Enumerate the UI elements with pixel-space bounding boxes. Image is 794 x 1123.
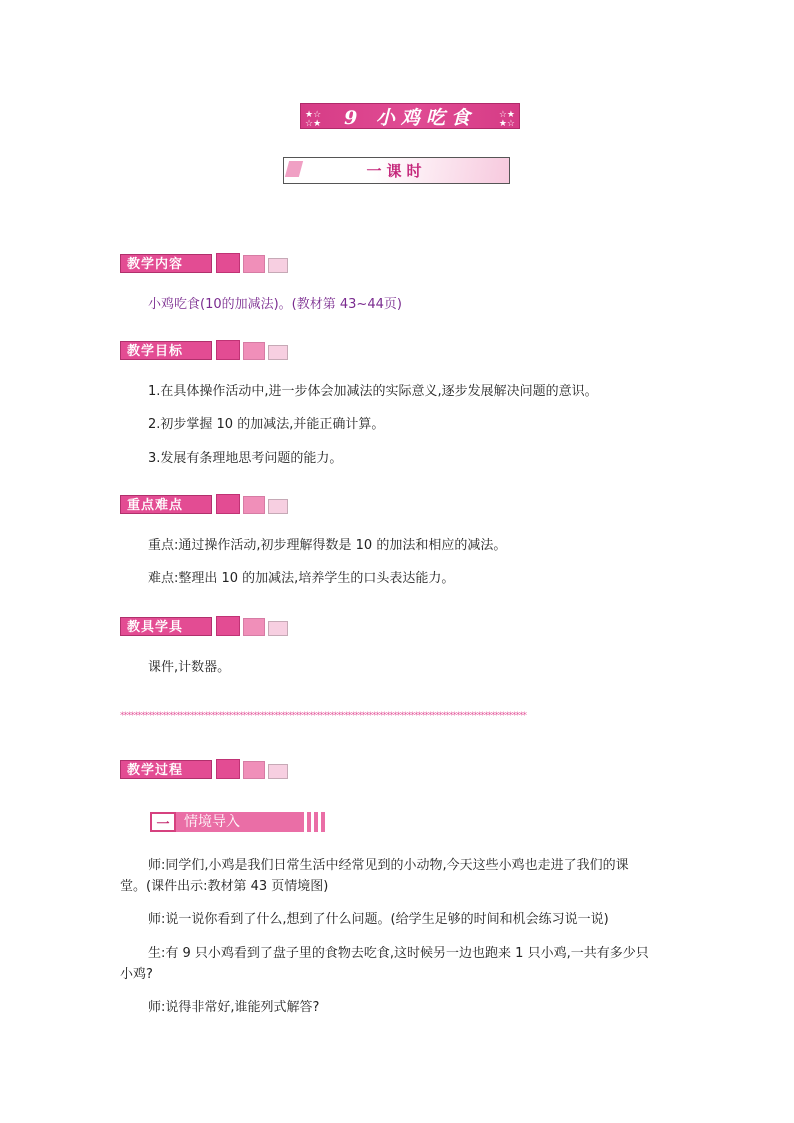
lesson-subtitle: 一课时	[366, 162, 427, 180]
decor-square-icon	[216, 759, 240, 779]
process-paragraph: 师:同学们,小鸡是我们日常生活中经常见到的小动物,今天这些小鸡也走进了我们的课	[148, 858, 629, 873]
process-paragraph: 堂。(课件出示:教材第 43 页情境图)	[120, 879, 329, 894]
section-label: 教学目标	[120, 341, 212, 360]
section-label: 教具学具	[120, 617, 212, 636]
process-paragraph: 师:说一说你看到了什么,想到了什么问题。(给学生足够的时间和机会练习说一说)	[148, 912, 609, 927]
section-header-process	[120, 757, 291, 779]
lesson-subtitle-box	[283, 157, 510, 184]
subtitle-decoration-icon	[285, 161, 303, 177]
star-decoration-icon: ★☆ ☆★	[305, 110, 322, 129]
section-header-goals	[120, 338, 291, 360]
keypoint-item: 重点:通过操作活动,初步理解得数是 10 的加法和相应的减法。	[148, 538, 507, 553]
step-tick-icon	[314, 812, 318, 832]
content-text: 小鸡吃食(10的加减法)。(教材第 43~44页)	[148, 297, 402, 312]
section-header-keypoints	[120, 492, 291, 514]
step-bar	[150, 812, 338, 832]
decor-square-icon	[268, 345, 288, 360]
process-paragraph: 小鸡?	[120, 967, 153, 982]
lesson-title: 9 小鸡吃食	[344, 106, 476, 129]
decor-square-icon	[243, 342, 265, 360]
star-divider: ********************************************************************************************************************	[120, 711, 526, 721]
star-decoration-icon: ☆★ ★☆	[498, 110, 515, 129]
section-label: 教学过程	[120, 760, 212, 779]
step-tick-icon	[307, 812, 311, 832]
lesson-title-banner	[300, 103, 520, 129]
goal-item: 3.发展有条理地思考问题的能力。	[148, 451, 343, 466]
goal-item: 2.初步掌握 10 的加减法,并能正确计算。	[148, 417, 385, 432]
keypoint-item: 难点:整理出 10 的加减法,培养学生的口头表达能力。	[148, 571, 455, 586]
section-label: 重点难点	[120, 495, 212, 514]
section-header-tools	[120, 614, 291, 636]
decor-square-icon	[243, 761, 265, 779]
process-paragraph: 生:有 9 只小鸡看到了盘子里的食物去吃食,这时候另一边也跑来 1 只小鸡,一共有多少只	[148, 946, 649, 961]
decor-square-icon	[216, 340, 240, 360]
decor-square-icon	[243, 255, 265, 273]
decor-square-icon	[243, 618, 265, 636]
process-paragraph: 师:说得非常好,谁能列式解答?	[148, 1000, 320, 1015]
decor-square-icon	[216, 616, 240, 636]
step-tick-icon	[321, 812, 325, 832]
decor-square-icon	[268, 499, 288, 514]
step-number: 一	[150, 812, 176, 832]
decor-square-icon	[268, 764, 288, 779]
tools-text: 课件,计数器。	[148, 660, 231, 675]
decor-square-icon	[268, 621, 288, 636]
goal-item: 1.在具体操作活动中,进一步体会加减法的实际意义,逐步发展解决问题的意识。	[148, 384, 598, 399]
decor-square-icon	[216, 253, 240, 273]
decor-square-icon	[243, 496, 265, 514]
decor-square-icon	[216, 494, 240, 514]
step-label: 情境导入	[176, 812, 304, 832]
section-header-content	[120, 251, 291, 273]
decor-square-icon	[268, 258, 288, 273]
section-label: 教学内容	[120, 254, 212, 273]
